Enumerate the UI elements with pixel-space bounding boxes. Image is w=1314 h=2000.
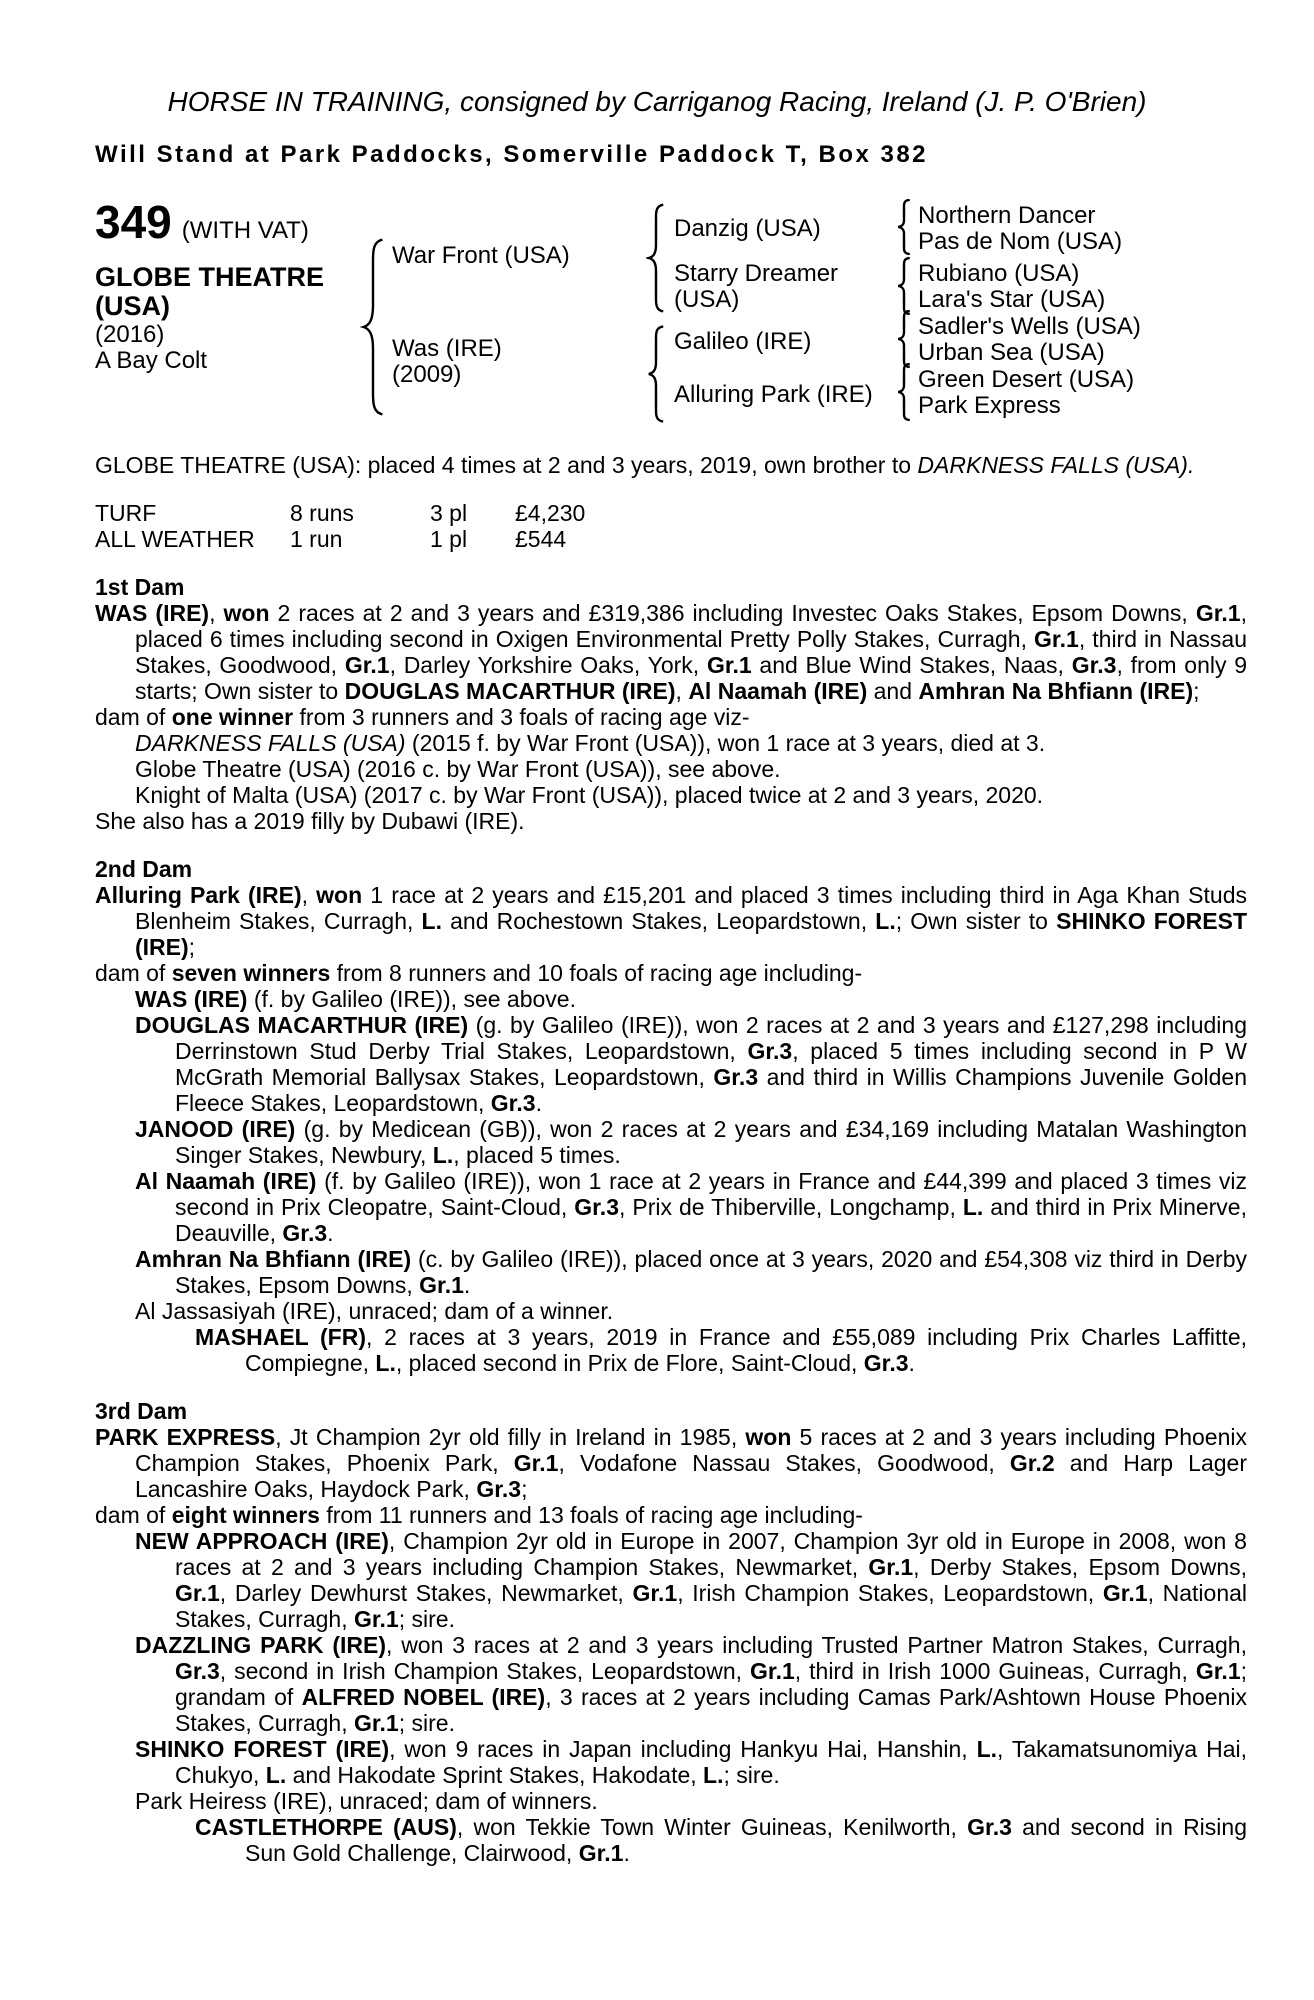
dam-sections — [95, 574, 1247, 1866]
text-run: L. — [976, 1736, 998, 1762]
text-run: Gr.1 — [419, 1272, 464, 1298]
pedigree-text-paragraph — [95, 882, 1247, 960]
pedigree-text-paragraph — [95, 1298, 1247, 1324]
pedigree-text-paragraph — [95, 1324, 1247, 1376]
text-run: ; — [521, 1476, 528, 1502]
text-run: WAS (IRE) — [135, 986, 248, 1012]
text-run: , placed second in Prix de Flore, Saint-Cloud, — [395, 1350, 864, 1376]
text-run: Gr.3 — [863, 1350, 909, 1376]
text-run: Gr.1 — [706, 652, 752, 678]
pedigree-text-paragraph — [95, 1424, 1247, 1502]
grandparent-name-galileo: Galileo (IRE) — [674, 328, 812, 355]
pedigree-text-paragraph — [95, 1246, 1247, 1298]
text-run: , Jt Champion 2yr old filly in Ireland in 1985, — [275, 1424, 746, 1450]
colour-sex-line: A Bay Colt — [95, 347, 208, 374]
text-run: Al Jassasiyah (IRE), unraced; dam of a winner. — [135, 1298, 614, 1324]
text-run: Gr.1 — [513, 1450, 559, 1476]
text-run: CASTLETHORPE (AUS) — [195, 1814, 457, 1840]
pedigree-text-paragraph — [95, 600, 1247, 704]
earnings-value: £4,230 — [515, 500, 586, 526]
text-run: dam of — [95, 704, 172, 730]
text-run: Al Naamah (IRE) — [135, 1168, 317, 1194]
dam-name-block — [392, 336, 502, 388]
text-run: Gr.1 — [578, 1840, 624, 1866]
text-run: Gr.2 — [1009, 1450, 1055, 1476]
text-run: Gr.1 — [1195, 1658, 1241, 1684]
text-run: , Derby Stakes, Epsom Downs, — [913, 1554, 1247, 1580]
text-run: Gr.3 — [476, 1476, 522, 1502]
text-run: JANOOD (IRE) — [135, 1116, 296, 1142]
text-run: , — [209, 600, 224, 626]
text-run: Gr.3 — [967, 1814, 1012, 1840]
pedigree-text-paragraph — [95, 1788, 1247, 1814]
great-grandparent-name: Park Express — [918, 392, 1061, 419]
text-run: (c. by Galileo (IRE)), placed once at 3 years, 2020 and £54,308 viz third in Derby Stakes, Epsom Downs, — [175, 1246, 1247, 1298]
text-run: , Irish Champion Stakes, Leopardstown, — [677, 1580, 1103, 1606]
text-run: and Hakodate Sprint Stakes, Hakodate, — [286, 1762, 704, 1788]
text-run: L. — [962, 1194, 984, 1220]
text-run: and Harp Lager Lancashire Oaks, Haydock Park, — [135, 1450, 1247, 1502]
text-run: 1 race at 2 years and £15,201 and placed 3 times including third in Aga Khan Studs Blenheim Stakes, Curragh, — [135, 882, 1247, 934]
grandparent-name-starry-dreamer: Starry Dreamer (USA) — [674, 260, 839, 313]
text-run: . — [908, 1350, 915, 1376]
text-run: L. — [421, 908, 442, 934]
text-run: L. — [265, 1762, 287, 1788]
text-run: . — [623, 1840, 630, 1866]
pedigree-text-paragraph — [95, 782, 1247, 808]
text-run: MASHAEL (FR) — [195, 1324, 367, 1350]
text-run: (f. by Galileo (IRE)), won 1 race at 2 years in France and £44,399 and placed 3 times viz second in Prix Cleopatre, Saint-Cloud, — [175, 1168, 1247, 1220]
text-run: Gr.1 — [1034, 626, 1079, 652]
text-run: , placed 5 times including second in P W McGrath Memorial Ballysax Stakes, Leopardstown, — [175, 1038, 1247, 1090]
text-run: and — [867, 678, 919, 704]
text-run: , — [675, 678, 689, 704]
text-run: , Darley Yorkshire Oaks, York, — [389, 652, 707, 678]
dam-section-heading — [95, 1398, 1247, 1424]
catalogue-intro — [95, 452, 1247, 478]
text-run: 2nd Dam — [95, 856, 193, 882]
text-run: Gr.1 — [1102, 1580, 1148, 1606]
lot-number: 349 — [95, 196, 172, 248]
pedigree-text-paragraph — [95, 756, 1247, 782]
grandparent-name-alluring-park: Alluring Park (IRE) — [674, 381, 873, 408]
pedigree-text-paragraph — [95, 704, 1247, 730]
pedigree-text-paragraph — [95, 1012, 1247, 1116]
surface-label: TURF — [95, 500, 157, 526]
text-run: 3rd Dam — [95, 1398, 188, 1424]
text-run: won — [223, 600, 270, 626]
pedigree-brace — [896, 199, 912, 255]
text-run: (f. by Galileo (IRE)), see above. — [247, 986, 576, 1012]
text-run: 1st Dam — [95, 574, 185, 600]
placings-value: 1 pl — [430, 526, 468, 552]
stand-location-line: Will Stand at Park Paddocks, Somerville Paddock T, Box 382 — [95, 141, 929, 168]
text-run: from 11 runners and 13 foals of racing age including- — [319, 1502, 863, 1528]
text-run: DOUGLAS MACARTHUR (IRE) — [135, 1012, 469, 1038]
text-run: Gr.1 — [868, 1554, 914, 1580]
great-grandparent-name: Northern Dancer — [918, 202, 1096, 229]
dam-section-heading — [95, 574, 1247, 600]
pedigree-text-paragraph — [95, 730, 1247, 756]
text-run: ; — [1193, 678, 1200, 704]
text-run: Alluring Park (IRE) — [95, 882, 302, 908]
text-run: Gr.1 — [344, 652, 390, 678]
text-run: from 3 runners and 3 foals of racing age viz- — [293, 704, 750, 730]
dam-foaling-year: (2009) — [392, 361, 462, 388]
race-record-table — [95, 500, 1247, 552]
text-run: , won Tekkie Town Winter Guineas, Kenilworth, — [456, 1814, 968, 1840]
text-run: (2015 f. by War Front (USA)), won 1 race at 3 years, died at 3. — [405, 730, 1046, 756]
text-run: from 8 runners and 10 foals of racing age including- — [330, 960, 863, 986]
text-run: ; grandam of — [175, 1658, 1248, 1710]
text-run: , placed 5 times. — [453, 1142, 621, 1168]
text-run: and second in Rising Sun Gold Challenge, Clairwood, — [245, 1814, 1247, 1866]
text-run: Amhran Na Bhfiann (IRE) — [135, 1246, 412, 1272]
runs-value: 8 runs — [290, 500, 354, 526]
text-run: Gr.3 — [175, 1658, 220, 1684]
text-run: (g. by Medicean (GB)), won 2 races at 2 years and £34,169 including Matalan Washington Singer Stakes, Newbury, — [175, 1116, 1248, 1168]
surface-label: ALL WEATHER — [95, 526, 255, 552]
text-run: SHINKO FOREST (IRE) — [135, 1736, 390, 1762]
pedigree-brace — [896, 257, 912, 315]
text-run: , Darley Dewhurst Stakes, Newmarket, — [219, 1580, 633, 1606]
text-run: won — [745, 1424, 792, 1450]
text-run: NEW APPROACH (IRE) — [135, 1528, 389, 1554]
consignor-line: HORSE IN TRAINING, consigned by Carriganog Racing, Ireland (J. P. O'Brien) — [167, 86, 1147, 117]
text-run: , Prix de Thiberville, Longchamp, — [619, 1194, 963, 1220]
text-run: ; Own sister to — [895, 908, 1057, 934]
text-run: DARKNESS FALLS (USA). — [917, 452, 1195, 478]
text-run: dam of — [95, 960, 172, 986]
text-run: , won 3 races at 2 and 3 years including Trusted Partner Matron Stakes, Curragh, — [386, 1632, 1247, 1658]
text-run: Gr.1 — [353, 1710, 399, 1736]
text-run: Gr.3 — [574, 1194, 619, 1220]
text-run: Al Naamah (IRE) — [688, 678, 868, 704]
race-record-row — [95, 526, 1247, 552]
text-run: L. — [875, 908, 896, 934]
text-run: DOUGLAS MACARTHUR (IRE) — [344, 678, 676, 704]
pedigree-brace — [646, 325, 666, 423]
text-run: won — [316, 882, 363, 908]
text-run: SHINKO FOREST (IRE) — [135, 908, 1248, 960]
text-run: . — [327, 1220, 334, 1246]
text-run: one winner — [171, 704, 294, 730]
text-run: , third in Nassau Stakes, Goodwood, — [135, 626, 1247, 678]
great-grandparent-name: Sadler's Wells (USA) — [918, 313, 1141, 340]
pedigree-text-paragraph — [95, 986, 1247, 1012]
great-grandparent-name: Lara's Star (USA) — [918, 286, 1106, 313]
text-run: and third in Prix Minerve, Deauville, — [175, 1194, 1247, 1246]
text-run: and Blue Wind Stakes, Naas, — [751, 652, 1072, 678]
pedigree-text-paragraph — [95, 1116, 1247, 1168]
text-run: Gr.1 — [750, 1658, 795, 1684]
text-run: L. — [432, 1142, 454, 1168]
great-grandparent-name: Urban Sea (USA) — [918, 339, 1105, 366]
text-run: Amhran Na Bhfiann (IRE) — [918, 678, 1194, 704]
text-run: WAS (IRE) — [95, 600, 210, 626]
pedigree-text-paragraph — [95, 1528, 1247, 1632]
text-run: DAZZLING PARK (IRE) — [135, 1632, 386, 1658]
text-run: eight winners — [171, 1502, 320, 1528]
text-run: ALFRED NOBEL (IRE) — [301, 1684, 546, 1710]
text-run: and third in Willis Champions Juvenile Golden Fleece Stakes, Leopardstown, — [175, 1064, 1247, 1116]
text-run: , 3 races at 2 years including Camas Park/Ashtown House Phoenix Stakes, Curragh, — [175, 1684, 1247, 1736]
text-run: Park Heiress (IRE), unraced; dam of winners. — [135, 1788, 598, 1814]
foaling-year: (2016) — [95, 321, 165, 348]
pedigree-text-paragraph — [95, 1736, 1247, 1788]
pedigree-brace — [896, 310, 912, 368]
text-run: Gr.3 — [1071, 652, 1117, 678]
pedigree-brace — [896, 363, 912, 421]
great-grandparent-name: Rubiano (USA) — [918, 260, 1080, 287]
pedigree-brace — [646, 203, 666, 313]
dam-name: Was (IRE) — [392, 335, 502, 362]
text-run: , 2 races at 3 years, 2019 in France and £55,089 including Prix Charles Laffitte, Compiegne, — [245, 1324, 1248, 1376]
text-run: , placed 6 times including second in Oxigen Environmental Pretty Polly Stakes, Curragh, — [135, 600, 1247, 652]
text-run: , from only 9 starts; Own sister to — [135, 652, 1248, 704]
text-run: L. — [375, 1350, 396, 1376]
text-run: Gr.3 — [747, 1038, 793, 1064]
text-run: L. — [703, 1762, 724, 1788]
text-run: PARK EXPRESS — [95, 1424, 276, 1450]
text-run: ; sire. — [723, 1762, 780, 1788]
text-run: (g. by Galileo (IRE)), won 2 races at 2 and 3 years and £127,298 including Derrinstown Stud Derby Trial Stakes, Leopardstown, — [175, 1012, 1247, 1064]
text-run: ; sire. — [398, 1710, 455, 1736]
pedigree-text-paragraph — [95, 1168, 1247, 1246]
sire-name: War Front (USA) — [392, 242, 570, 269]
horse-name-country: (USA) — [95, 291, 170, 321]
text-run: Gr.3 — [282, 1220, 328, 1246]
text-run: She also has a 2019 filly by Dubawi (IRE). — [95, 808, 525, 834]
text-run: Gr.1 — [353, 1606, 399, 1632]
text-run: dam of — [95, 1502, 172, 1528]
pedigree-text-paragraph — [95, 960, 1247, 986]
text-run: , National Stakes, Curragh, — [175, 1580, 1248, 1632]
text-run: , — [301, 882, 317, 908]
runs-value: 1 run — [290, 526, 343, 552]
great-grandparent-name: Green Desert (USA) — [918, 366, 1135, 393]
text-run: ; sire. — [398, 1606, 455, 1632]
text-run: , won 9 races in Japan including Hankyu Hai, Hanshin, — [389, 1736, 977, 1762]
catalogue-body — [95, 452, 1247, 1866]
text-run: and Rochestown Stakes, Leopardstown, — [441, 908, 876, 934]
text-run: GLOBE THEATRE (USA): placed 4 times at 2 and 3 years, 2019, own brother to — [95, 452, 918, 478]
text-run: Gr.1 — [175, 1580, 220, 1606]
pedigree-brace — [360, 237, 386, 417]
vat-note: (WITH VAT) — [181, 217, 309, 244]
text-run: , second in Irish Champion Stakes, Leopardstown, — [219, 1658, 750, 1684]
horse-name: GLOBE THEATRE — [95, 262, 324, 292]
text-run: 2 races at 2 and 3 years and £319,386 including Investec Oaks Stakes, Epsom Downs, — [269, 600, 1196, 626]
text-run: , third in Irish 1000 Guineas, Curragh, — [794, 1658, 1196, 1684]
text-run: , Takamatsunomiya Hai, Chukyo, — [175, 1736, 1248, 1788]
text-run: , Vodafone Nassau Stakes, Goodwood, — [558, 1450, 1010, 1476]
text-run: Gr.3 — [713, 1064, 759, 1090]
grandparent-name-danzig: Danzig (USA) — [674, 215, 821, 242]
placings-value: 3 pl — [430, 500, 468, 526]
text-run: DARKNESS FALLS (USA) — [135, 730, 406, 756]
text-run: . — [463, 1272, 471, 1298]
pedigree-text-paragraph — [95, 1632, 1247, 1736]
text-run: Gr.1 — [1195, 600, 1241, 626]
text-run: ; — [188, 934, 196, 960]
pedigree-text-paragraph — [95, 1502, 1247, 1528]
text-run: Gr.3 — [490, 1090, 536, 1116]
earnings-value: £544 — [515, 526, 567, 552]
text-run: 5 races at 2 and 3 years including Phoenix Champion Stakes, Phoenix Park, — [135, 1424, 1247, 1476]
text-run: Knight of Malta (USA) (2017 c. by War Front (USA)), placed twice at 2 and 3 years, 2020. — [135, 782, 1044, 808]
pedigree-text-paragraph — [95, 1814, 1247, 1866]
dam-section-heading — [95, 856, 1247, 882]
pedigree-text-paragraph — [95, 808, 1247, 834]
great-grandparent-name: Pas de Nom (USA) — [918, 228, 1123, 255]
lot-number-line — [95, 196, 309, 248]
text-run: . — [535, 1090, 542, 1116]
text-run: seven winners — [171, 960, 331, 986]
race-record-row — [95, 500, 1247, 526]
text-run: Gr.1 — [632, 1580, 678, 1606]
text-run: Globe Theatre (USA) (2016 c. by War Front (USA)), see above. — [135, 756, 781, 782]
text-run: , Champion 2yr old in Europe in 2007, Champion 3yr old in Europe in 2008, won 8 races at 2 and 3 years including Champion Stakes, Newmarket, — [175, 1528, 1247, 1580]
